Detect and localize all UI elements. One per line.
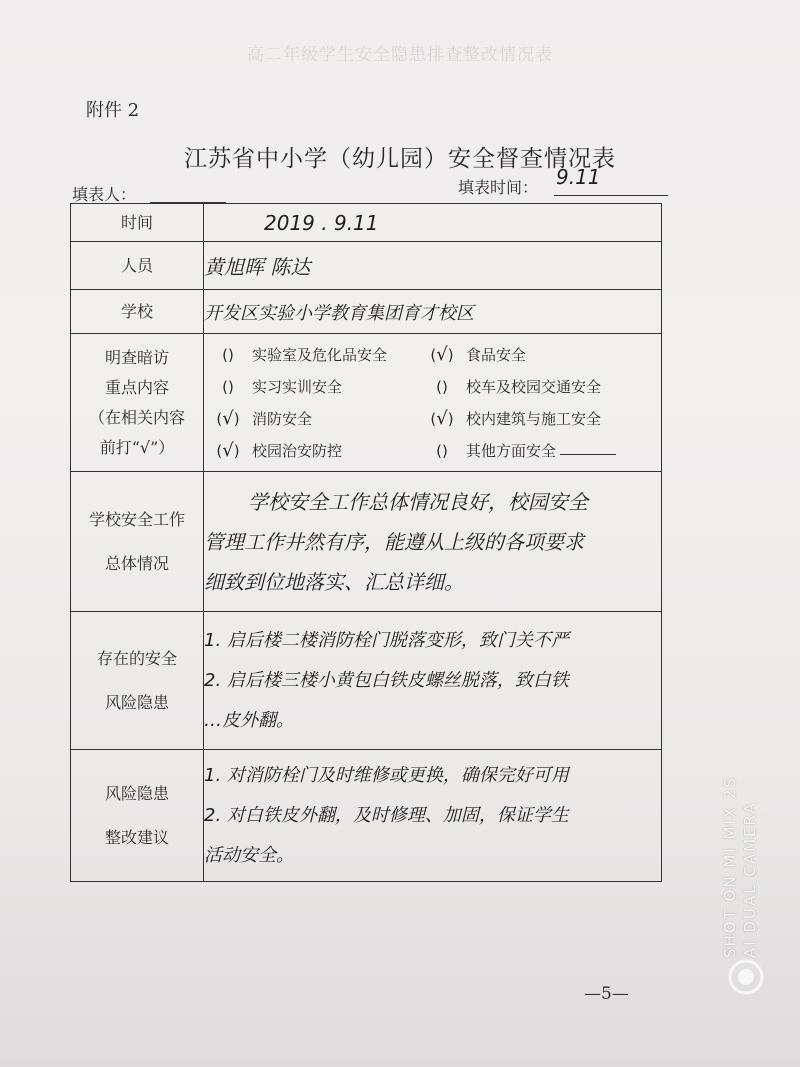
checkbox: (√) bbox=[430, 408, 454, 429]
advice-line: 2. 对白铁皮外翻，及时修理、加固，保证学生 bbox=[204, 804, 569, 826]
check-item-food bbox=[418, 344, 526, 365]
value-overall bbox=[204, 472, 662, 612]
label-overall-line: 学校安全工作 bbox=[88, 509, 185, 529]
bleed-through-header: 高二年级学生安全隐患排查整改情况表 bbox=[247, 45, 553, 65]
value-people: 黄旭晖 陈达 bbox=[204, 242, 662, 290]
checklist-row bbox=[204, 435, 661, 467]
check-item-label: 校车及校园交通安全 bbox=[466, 378, 602, 396]
risk-line: …皮外翻。 bbox=[204, 709, 294, 731]
risk-line: 1. 启后楼二楼消防栓门脱落变形，致门关不严 bbox=[204, 629, 569, 651]
check-item-label: 校园治安防控 bbox=[252, 442, 343, 460]
overall-line: 细致到位地落实、汇总详细。 bbox=[204, 569, 464, 594]
label-advice-line: 风险隐患 bbox=[104, 783, 169, 803]
check-item-label: 校内建筑与施工安全 bbox=[466, 410, 602, 428]
advice-line: 活动安全。 bbox=[204, 844, 294, 866]
checkbox: () bbox=[222, 378, 234, 396]
check-item-label: 实习实训安全 bbox=[252, 378, 343, 396]
fill-time-underline bbox=[554, 195, 668, 196]
value-risks bbox=[204, 612, 662, 750]
overall-line: 学校安全工作总体情况良好，校园安全 bbox=[248, 489, 588, 514]
checklist-row bbox=[204, 403, 661, 435]
fill-time-value: 9.11 bbox=[556, 165, 601, 189]
check-item-label: 其他方面安全 bbox=[466, 442, 557, 460]
label-time: 时间 bbox=[71, 204, 204, 242]
checkbox: (√) bbox=[430, 344, 454, 365]
label-risks-line: 存在的安全 bbox=[96, 648, 177, 668]
row-school bbox=[71, 290, 662, 334]
label-people: 人员 bbox=[71, 242, 204, 290]
page-number: —5— bbox=[584, 984, 629, 1004]
value-school: 开发区实验小学教育集团育才校区 bbox=[204, 290, 662, 334]
filler-field bbox=[72, 182, 136, 205]
row-focus bbox=[71, 334, 662, 472]
row-overall bbox=[71, 472, 662, 612]
check-item-traffic bbox=[418, 376, 601, 397]
label-risks-line: 风险隐患 bbox=[104, 692, 169, 712]
check-mark: √ bbox=[222, 440, 234, 461]
check-item-security bbox=[204, 440, 418, 461]
checkbox: (√) bbox=[216, 440, 240, 461]
label-advice bbox=[71, 750, 204, 882]
check-item-other bbox=[418, 440, 616, 461]
row-time bbox=[71, 204, 662, 242]
check-item-label: 消防安全 bbox=[252, 410, 313, 428]
check-item-fire bbox=[204, 408, 418, 429]
attachment-label: 附件 2 bbox=[86, 100, 140, 121]
check-mark: √ bbox=[436, 344, 448, 365]
label-focus-line: 重点内容 bbox=[104, 377, 169, 397]
check-item-training bbox=[204, 376, 418, 397]
row-advice bbox=[71, 750, 662, 882]
filler-label: 填表人： bbox=[72, 185, 137, 204]
label-focus-line: 前打“√”） bbox=[99, 437, 175, 457]
watermark-line: AI DUAL CAMERA bbox=[741, 801, 759, 958]
label-risks bbox=[71, 612, 204, 750]
checklist-row bbox=[204, 339, 661, 371]
label-focus bbox=[71, 334, 204, 472]
check-item-label: 食品安全 bbox=[466, 346, 527, 364]
other-underline bbox=[560, 446, 616, 455]
checkbox: () bbox=[436, 442, 448, 460]
checklist-row bbox=[204, 371, 661, 403]
fill-time-label: 填表时间： bbox=[458, 178, 539, 197]
camera-watermark bbox=[720, 758, 760, 958]
check-item-construction bbox=[418, 408, 601, 429]
camera-lens-icon bbox=[727, 958, 765, 996]
page-title: 江苏省中小学（幼儿园）安全督查情况表 bbox=[184, 146, 616, 172]
label-school: 学校 bbox=[71, 290, 204, 334]
check-item-lab bbox=[204, 344, 418, 365]
check-mark: √ bbox=[436, 408, 448, 429]
checkbox: () bbox=[436, 378, 448, 396]
label-overall-line: 总体情况 bbox=[104, 553, 169, 573]
label-focus-line: 明查暗访 bbox=[104, 347, 169, 367]
label-focus-line: （在相关内容 bbox=[88, 407, 185, 427]
fill-time-field bbox=[458, 165, 601, 198]
check-mark: √ bbox=[222, 408, 234, 429]
value-advice bbox=[204, 750, 662, 882]
row-risks bbox=[71, 612, 662, 750]
label-advice-line: 整改建议 bbox=[104, 827, 169, 847]
row-people bbox=[71, 242, 662, 290]
check-item-label: 实验室及危化品安全 bbox=[252, 346, 388, 364]
label-overall bbox=[71, 472, 204, 612]
advice-line: 1. 对消防栓门及时维修或更换，确保完好可用 bbox=[204, 764, 569, 786]
checkbox: () bbox=[222, 346, 234, 364]
value-time: 2019 . 9.11 bbox=[204, 204, 662, 242]
watermark-line: SHOT ON MI MIX 2S bbox=[721, 776, 739, 958]
checkbox: (√) bbox=[216, 408, 240, 429]
overall-line: 管理工作井然有序，能遵从上级的各项要求 bbox=[204, 529, 584, 554]
risk-line: 2. 启后楼三楼小黄包白铁皮螺丝脱落，致白铁 bbox=[204, 669, 569, 691]
focus-checklist bbox=[204, 334, 662, 472]
inspection-table bbox=[70, 203, 662, 882]
